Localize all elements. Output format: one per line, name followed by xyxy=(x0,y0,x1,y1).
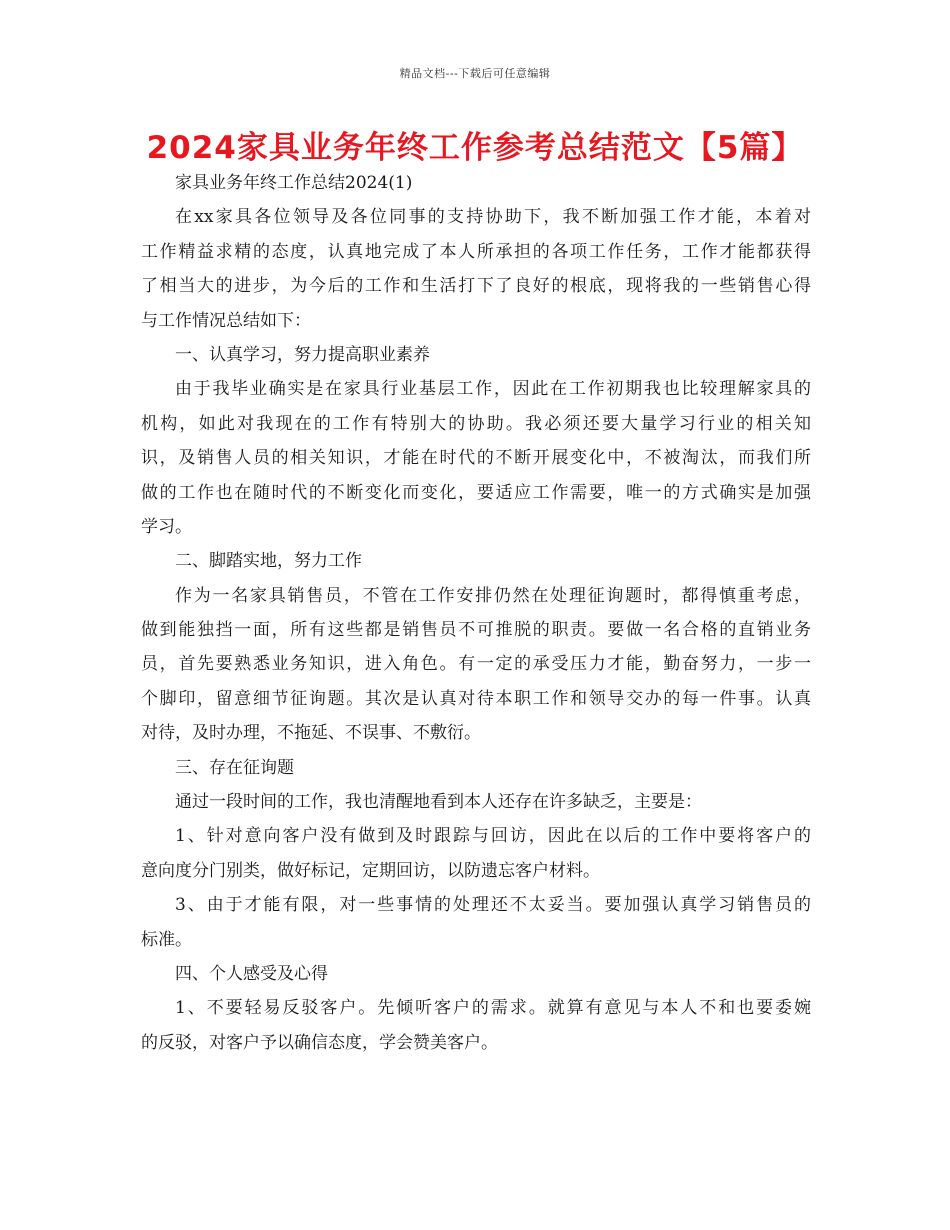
text-line: 四、个人感受及心得 xyxy=(175,963,328,984)
text-line: 学习。 xyxy=(141,516,192,537)
text-line: 对待，及时办理，不拖延、不误事、不敷衍。 xyxy=(141,723,481,744)
text-line: 在xx家具各位领导及各位同事的支持协助下，我不断加强工作才能，本着对 xyxy=(175,207,811,228)
text-line: 标准。 xyxy=(141,929,192,950)
text-line: 员，首先要熟悉业务知识，进入角色。有一定的承受压力才能，勤奋努力，一步一 xyxy=(141,654,811,675)
text-line: 个脚印，留意细节征询题。其次是认真对待本职工作和领导交办的每一件事。认真 xyxy=(141,688,811,709)
text-line: 由于我毕业确实是在家具行业基层工作，因此在工作初期我也比较理解家具的 xyxy=(175,379,811,400)
text-line: 一、认真学习，努力提高职业素养 xyxy=(175,344,430,365)
text-line: 二、脚踏实地，努力工作 xyxy=(175,551,362,572)
text-line: 工作精益求精的态度，认真地完成了本人所承担的各项工作任务，工作才能都获得 xyxy=(141,241,811,262)
text-line: 意向度分门别类，做好标记，定期回访，以防遗忘客户材料。 xyxy=(141,860,600,881)
text-line: 1、针对意向客户没有做到及时跟踪与回访，因此在以后的工作中要将客户的 xyxy=(175,826,811,847)
text-line: 了相当大的进步，为今后的工作和生活打下了良好的根底，现将我的一些销售心得 xyxy=(141,276,811,297)
text-line: 与工作情况总结如下： xyxy=(141,310,311,331)
text-line: 作为一名家具销售员，不管在工作安排仍然在处理征询题时，都得慎重考虑， xyxy=(175,585,811,606)
header-note: 精品文档---下载后可任意编辑 xyxy=(399,67,551,80)
text-line: 3、由于才能有限，对一些事情的处理还不太妥当。要加强认真学习销售员的 xyxy=(175,895,811,916)
document-body xyxy=(141,166,811,1060)
text-line: 识，及销售人员的相关知识，才能在时代的不断开展变化中，不被淘汰，而我们所 xyxy=(141,448,811,469)
text-line: 机构，如此对我现在的工作有特别大的协助。我必须还要大量学习行业的相关知 xyxy=(141,413,811,434)
text-line: 的反驳，对客户予以确信态度，学会赞美客户。 xyxy=(141,1032,498,1053)
text-line: 做的工作也在随时代的不断变化而变化，要适应工作需要，唯一的方式确实是加强 xyxy=(141,482,811,503)
text-line: 通过一段时间的工作，我也清醒地看到本人还存在许多缺乏，主要是： xyxy=(175,792,702,813)
document-title: 2024家具业务年终工作参考总结范文【5篇】 xyxy=(146,130,804,166)
text-line: 家具业务年终工作总结2024(1) xyxy=(175,173,413,193)
text-line: 做到能独挡一面，所有这些都是销售员不可推脱的职责。要做一名合格的直销业务 xyxy=(141,620,811,641)
text-line: 1、不要轻易反驳客户。先倾听客户的需求。就算有意见与本人不和也要委婉 xyxy=(175,998,811,1019)
text-line: 三、存在征询题 xyxy=(175,757,294,778)
